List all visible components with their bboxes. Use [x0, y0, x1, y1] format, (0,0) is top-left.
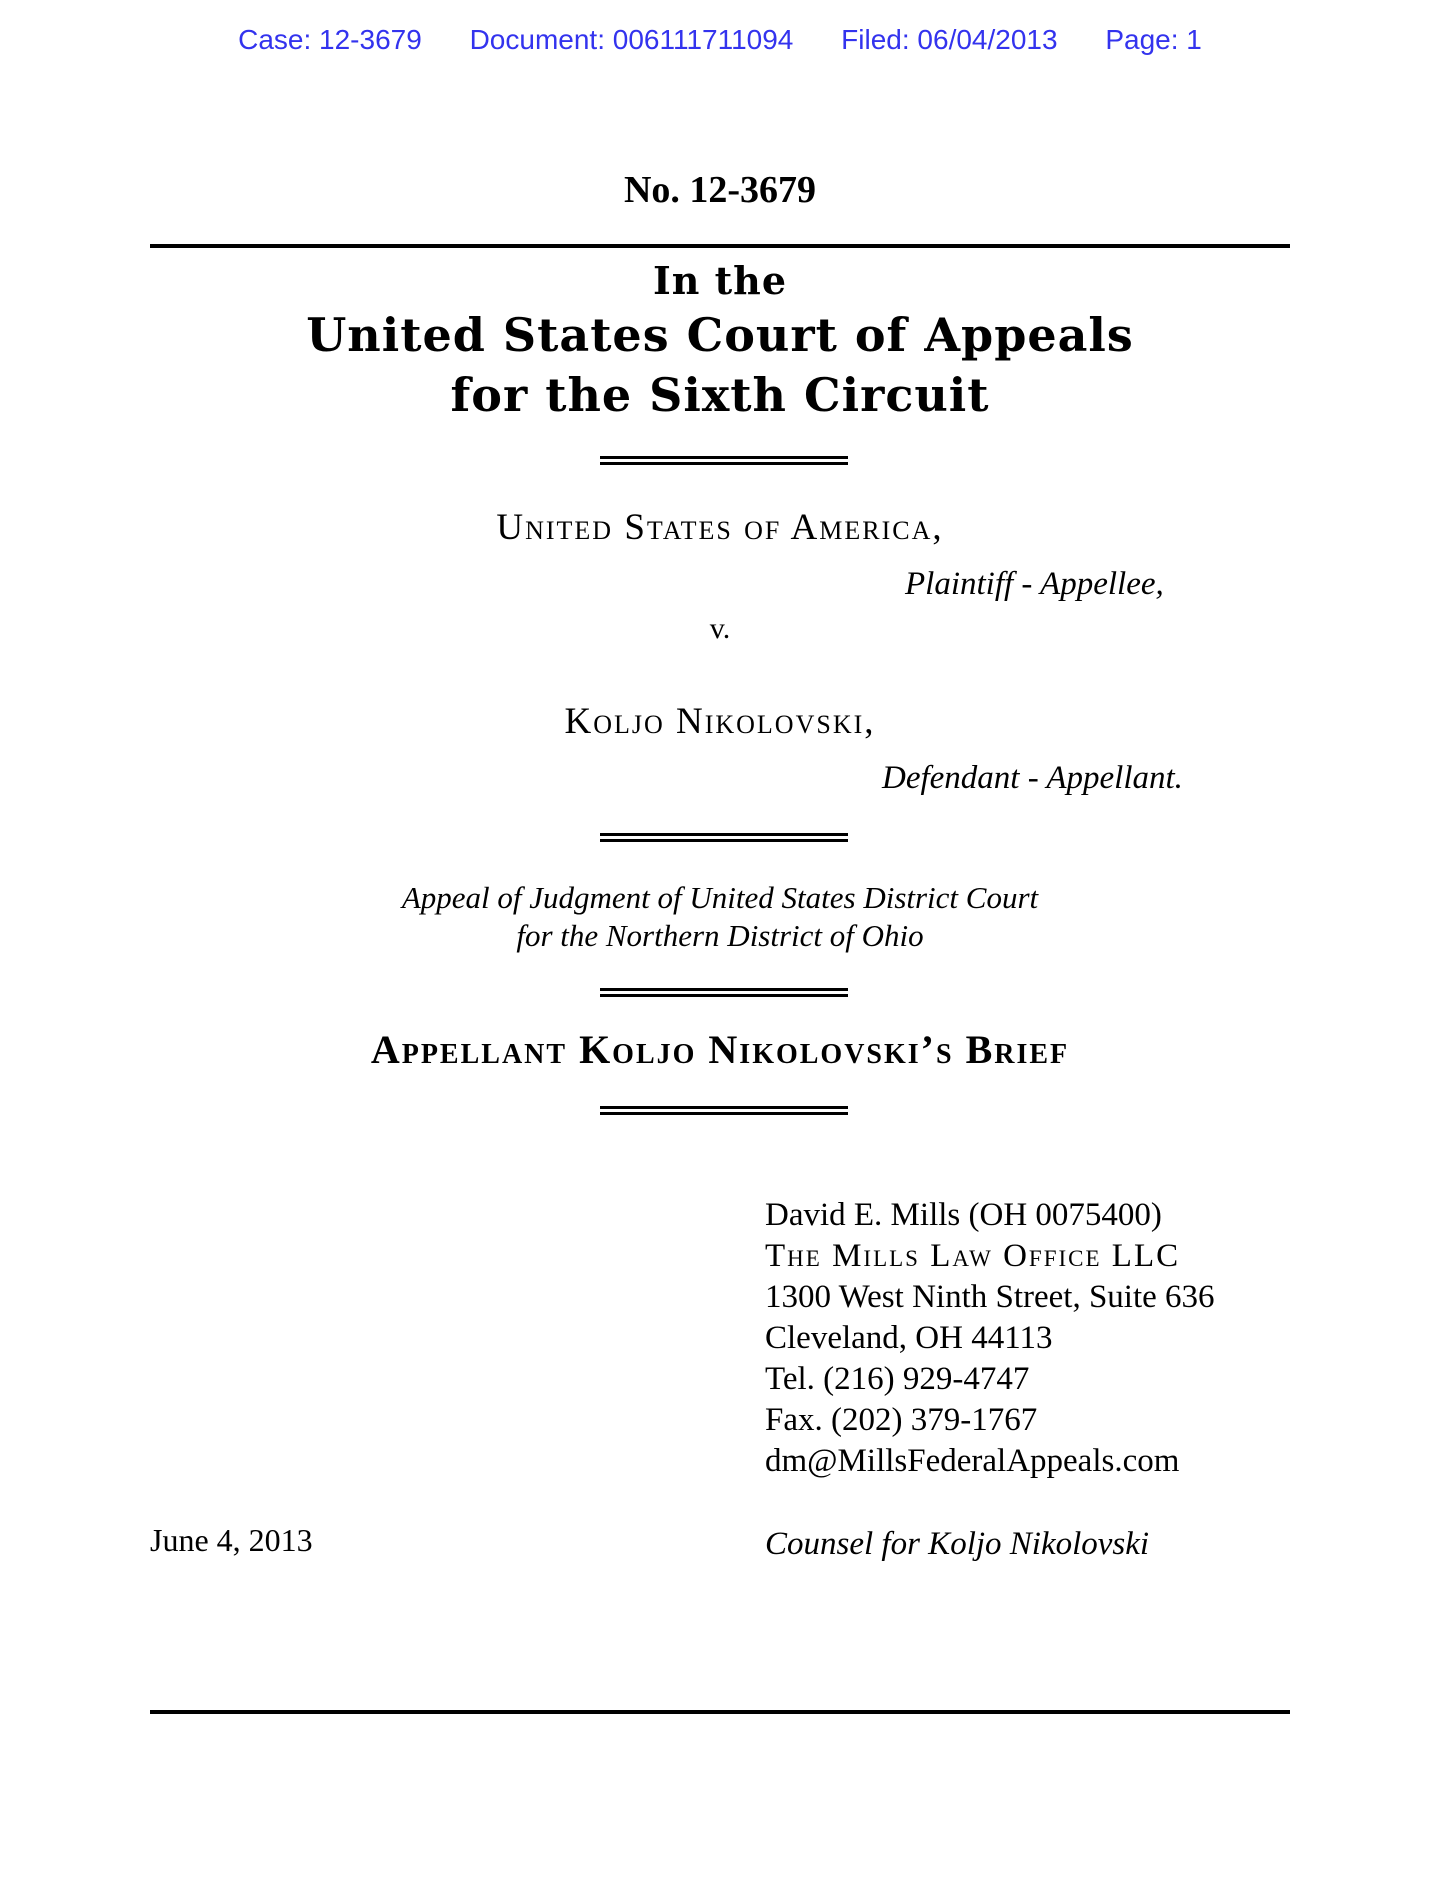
versus: v.	[709, 612, 731, 645]
double-rule-4	[600, 1106, 848, 1115]
filing-date: June 4, 2013	[150, 1522, 313, 1558]
telephone: Tel. (216) 929-4747	[765, 1361, 1030, 1397]
court-intro: In the	[653, 258, 787, 303]
appeal-line1: Appeal of Judgment of United States District Court	[401, 880, 1039, 915]
double-rule-2	[600, 833, 848, 842]
top-rule	[150, 244, 1290, 248]
counsel-name: David E. Mills (OH 0075400)	[765, 1197, 1162, 1233]
double-rule-1	[600, 456, 848, 465]
court-name-line2: for the Sixth Circuit	[450, 368, 990, 422]
address-street: 1300 West Ninth Street, Suite 636	[765, 1279, 1215, 1315]
document-number-stamp: Document: 006111711094	[469, 24, 794, 55]
plaintiff-name: United States of America,	[496, 507, 944, 548]
ecf-header	[0, 24, 1440, 56]
brief-title: Appellant Koljo Nikolovski’s Brief	[370, 1027, 1070, 1072]
filed-date-stamp: Filed: 06/04/2013	[841, 24, 1058, 55]
email: dm@MillsFederalAppeals.com	[765, 1443, 1180, 1479]
fax: Fax. (202) 379-1767	[765, 1402, 1038, 1438]
plaintiff-role: Plaintiff - Appellee,	[905, 566, 1164, 602]
law-firm: The Mills Law Office LLC	[765, 1238, 1181, 1274]
case-number-stamp: Case: 12-3679	[238, 24, 422, 55]
counsel-for: Counsel for Koljo Nikolovski	[765, 1526, 1150, 1562]
court-name-line1: United States Court of Appeals	[306, 308, 1134, 362]
docket-number: No. 12-3679	[623, 169, 817, 211]
address-city: Cleveland, OH 44113	[765, 1320, 1053, 1356]
double-rule-3	[600, 988, 848, 997]
page-number-stamp: Page: 1	[1105, 24, 1202, 55]
appeal-line2: for the Northern District of Ohio	[516, 918, 924, 953]
defendant-role: Defendant - Appellant.	[882, 760, 1183, 796]
bottom-rule	[150, 1710, 1290, 1714]
defendant-name: Koljo Nikolovski,	[564, 701, 876, 742]
counsel-block	[765, 1195, 1215, 1482]
